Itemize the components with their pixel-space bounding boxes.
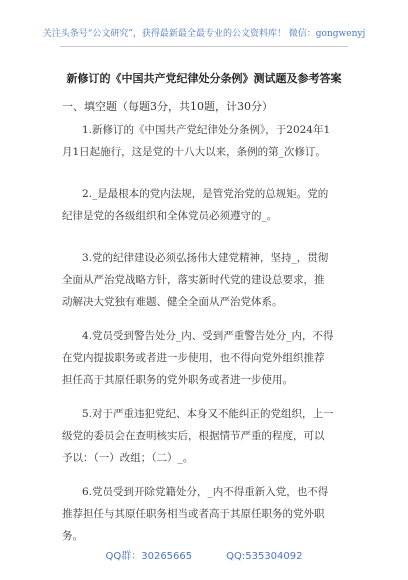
footer-qq: QQ:535304092 [226, 551, 303, 562]
question-line: 担任高于其原任职务的党外职务或者进一步使用。 [62, 374, 293, 386]
question-line: 4.党员受到警告处分_内、受到严重警告处分_内，不得 [82, 330, 334, 342]
question-line: 1.新修订的《中国共产党纪律处分条例》，于2024年1 [82, 124, 331, 136]
question-line: 推荐担任与其原任职务相当或者高于其原任职务的党外职 [62, 508, 325, 520]
question-line: 6.党员受到开除党籍处分，_内不得重新入党，也不得 [82, 486, 329, 498]
header-banner: 关注头条号“公文研究”，获得最新最全最专业的公文资料库！ 微信：gongwenyj [42, 29, 366, 39]
section-heading: 一、填空题（每题3分，共10题，计30分） [62, 100, 273, 113]
question-line: 5.对于严重违犯党纪、本身又不能纠正的党组织，上一 [82, 408, 334, 420]
question-2 [62, 183, 358, 227]
question-1 [62, 119, 358, 163]
question-line: 纪律是党的各级组织和全体党员必须遵守的_。 [62, 210, 278, 222]
question-line: 级党的委员会在查明核实后，根据情节严重的程度，可以 [62, 430, 325, 442]
question-4 [62, 325, 358, 391]
question-6 [62, 481, 358, 547]
header-divider [60, 46, 348, 47]
question-line: 月1日起施行，这是党的十八大以来，条例的第_次修订。 [62, 146, 326, 158]
footer-contact [0, 547, 408, 562]
question-line: 动解决大党独有难题、健全全面从严治党体系。 [62, 296, 283, 308]
question-line: 2._是最根本的党内法规，是管党治党的总规矩。党的 [82, 188, 329, 200]
document-title: 新修订的《中国共产党纪律处分条例》测试题及参考答案 [66, 72, 342, 85]
question-3 [62, 247, 358, 313]
question-line: 务。 [62, 530, 83, 542]
footer-qq-group: QQ群：30265665 [105, 551, 193, 562]
question-line: 予以：（一）改组；（二）_。 [62, 452, 194, 464]
question-line: 3.党的纪律建设必须弘扬伟大建党精神，坚持_，贯彻 [82, 252, 329, 264]
question-line: 在党内提拔职务或者进一步使用，也不得向党外组织推荐 [62, 352, 325, 364]
question-line: 全面从严治党战略方针，落实新时代党的建设总要求，推 [62, 274, 325, 286]
question-5 [62, 403, 358, 469]
